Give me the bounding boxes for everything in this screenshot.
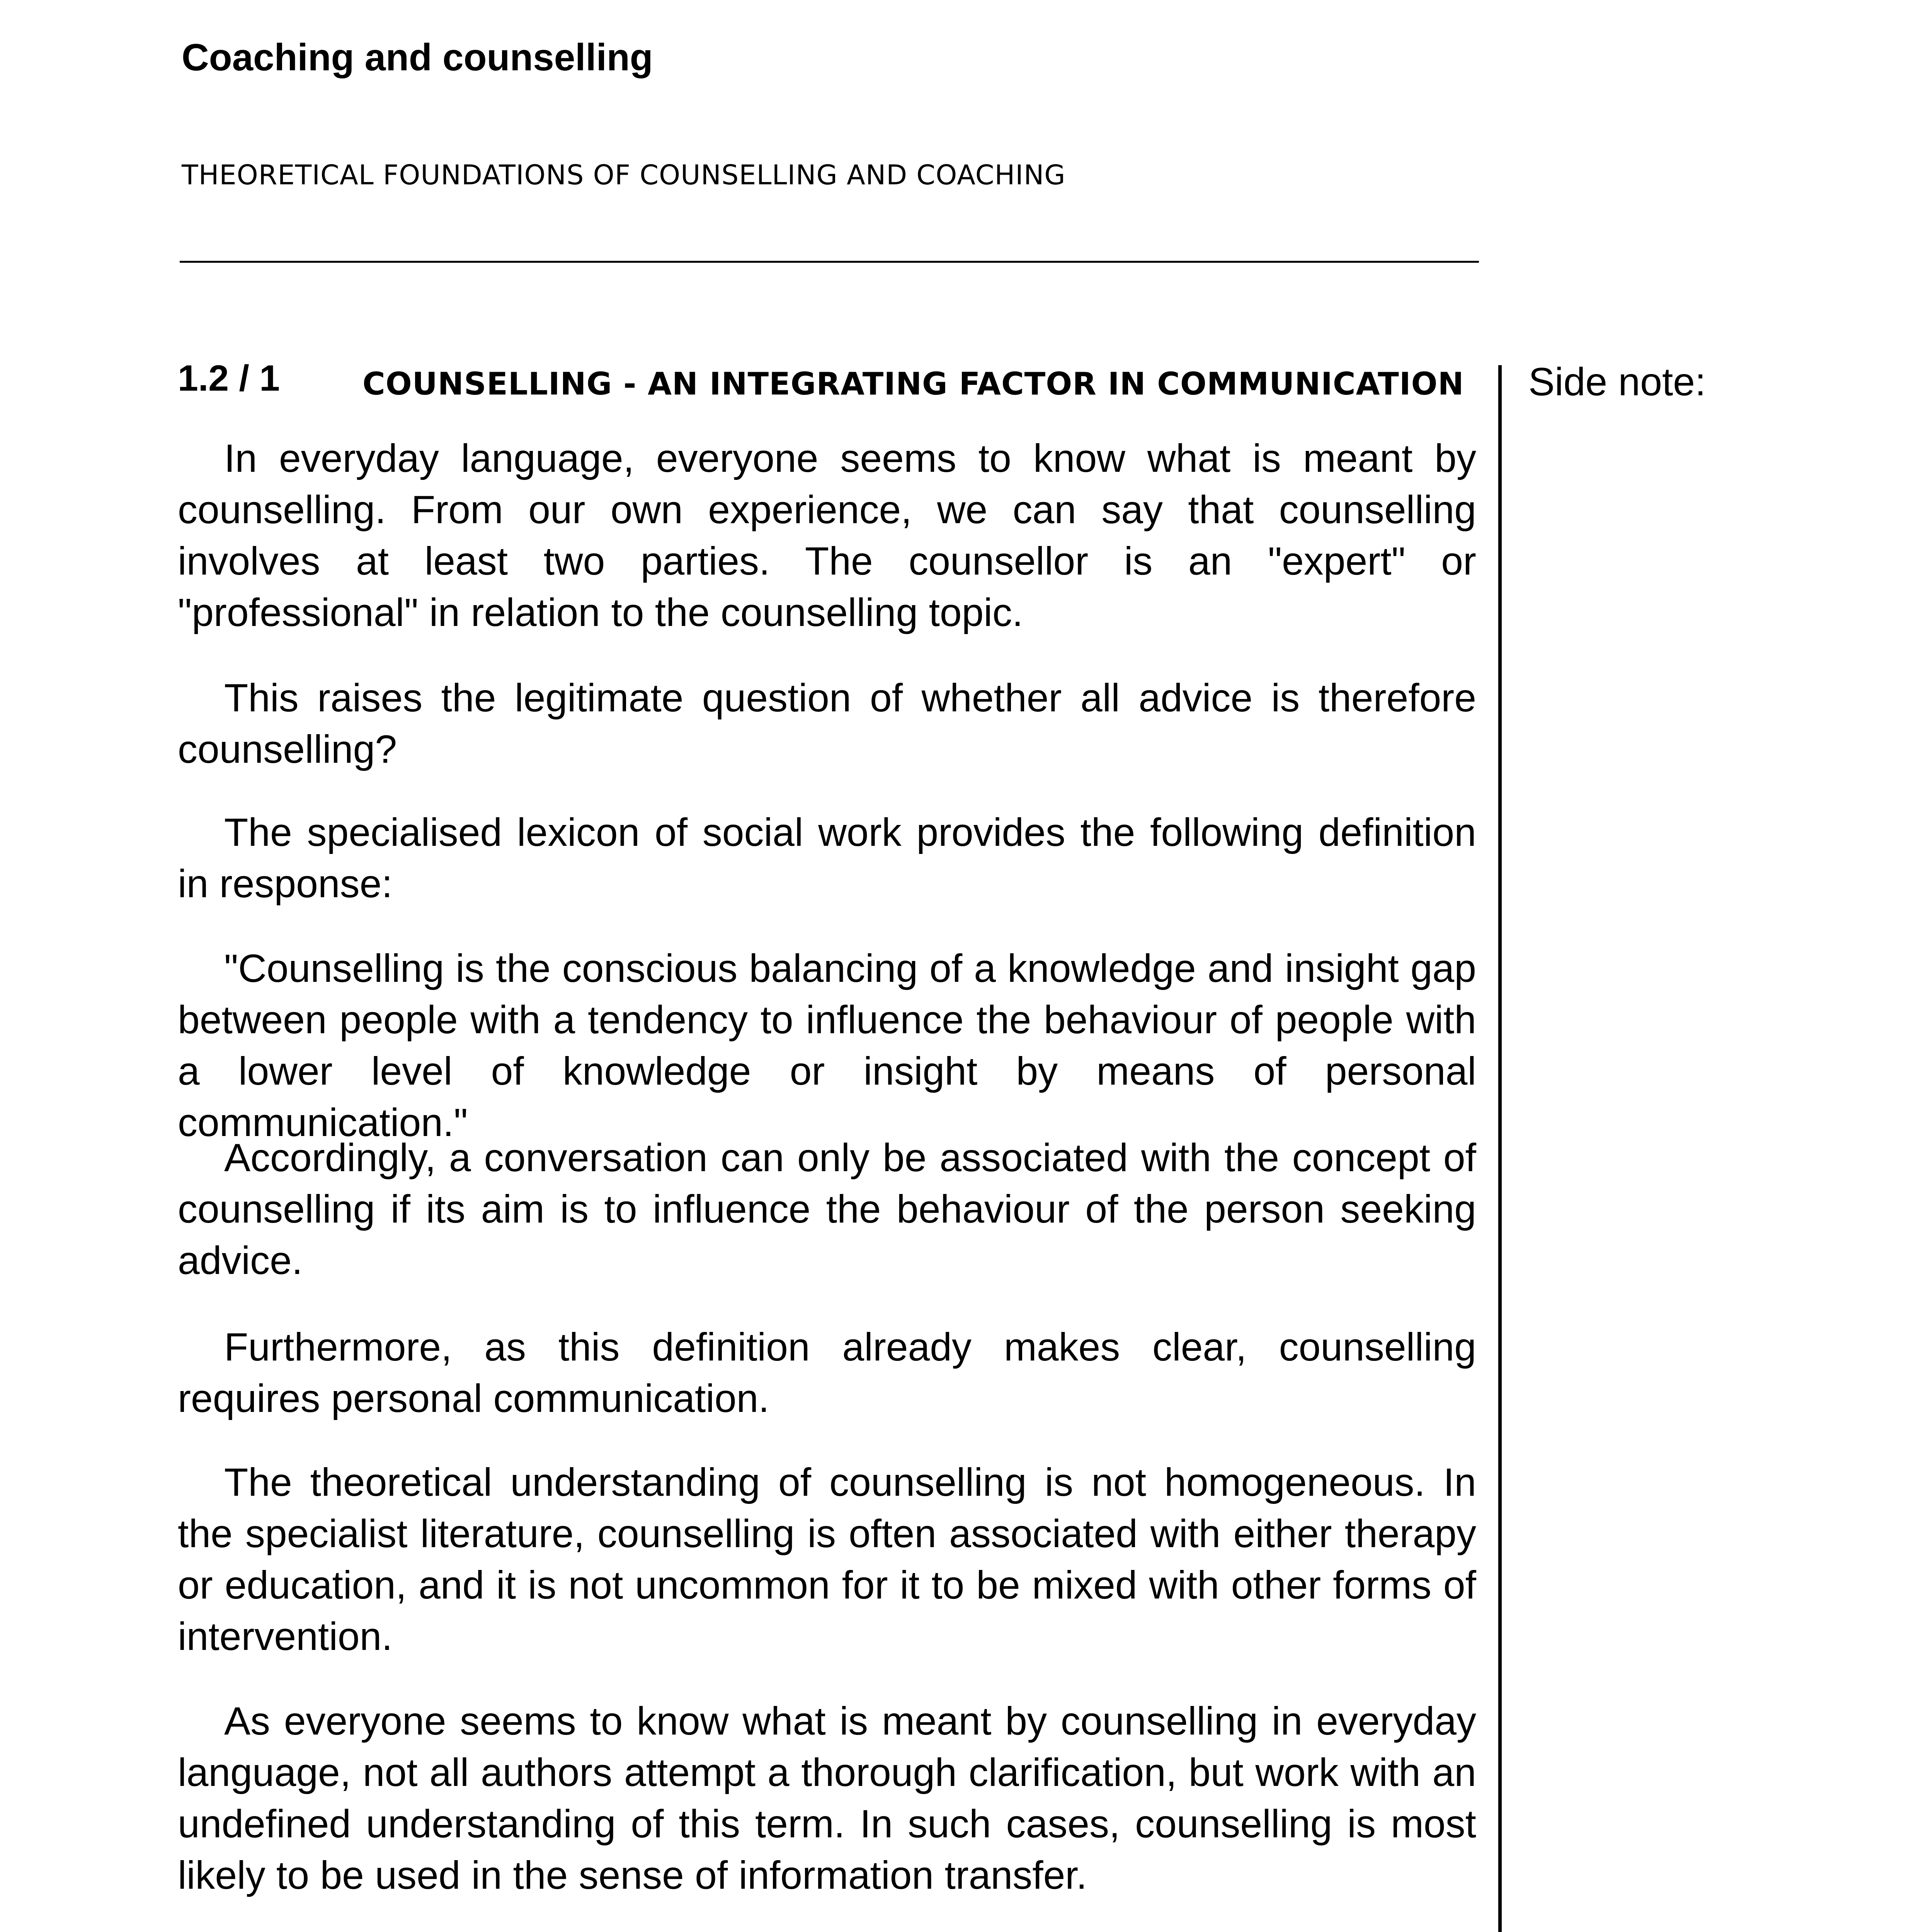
paragraph: Furthermore, as this definition already makes clear, counselling requires personal communication.: [178, 1325, 1476, 1420]
document-title: Coaching and counselling: [182, 36, 653, 78]
paragraph: The theoretical understanding of counselling is not homogeneous. In the specialist literature, counselling is often associated with either therapy or education, and it is not uncommon for it to be mixed with other forms of intervention.: [178, 1460, 1476, 1658]
section-title: COUNSELLING - AN INTEGRATING FACTOR IN COMMUNICATION: [362, 366, 1464, 402]
paragraph: In everyday language, everyone seems to know what is meant by counselling. From our own experience, we can say that counselling involves at least two parties. The counsellor is an "expert" or "professional" in relation to the counselling topic.: [178, 436, 1476, 634]
paragraph: The specialised lexicon of social work provides the following definition in response:: [178, 810, 1476, 906]
side-note-label: Side note:: [1528, 360, 1706, 404]
section-heading: [178, 357, 1464, 402]
paragraph: As everyone seems to know what is meant by counselling in everyday language, not all authors attempt a thorough clarification, but work with an undefined understanding of this term. In such cases, counselling is most likely to be used in the sense of information transfer.: [178, 1699, 1476, 1897]
paragraph: Accordingly, a conversation can only be associated with the concept of counselling if its aim is to influence the behaviour of the person seeking advice.: [178, 1136, 1476, 1282]
document-subtitle: THEORETICAL FOUNDATIONS OF COUNSELLING AND COACHING: [182, 159, 1066, 191]
paragraph: This raises the legitimate question of whether all advice is therefore counselling?: [178, 676, 1476, 771]
margin-divider: [1498, 365, 1502, 1932]
quoted-definition: "Counselling is the conscious balancing of a knowledge and insight gap between people with a tendency to influence the behaviour of people with a lower level of knowledge or insight by means of personal communication.": [178, 946, 1476, 1145]
header-divider: [180, 261, 1479, 263]
section-number: 1.2 / 1: [178, 358, 280, 399]
